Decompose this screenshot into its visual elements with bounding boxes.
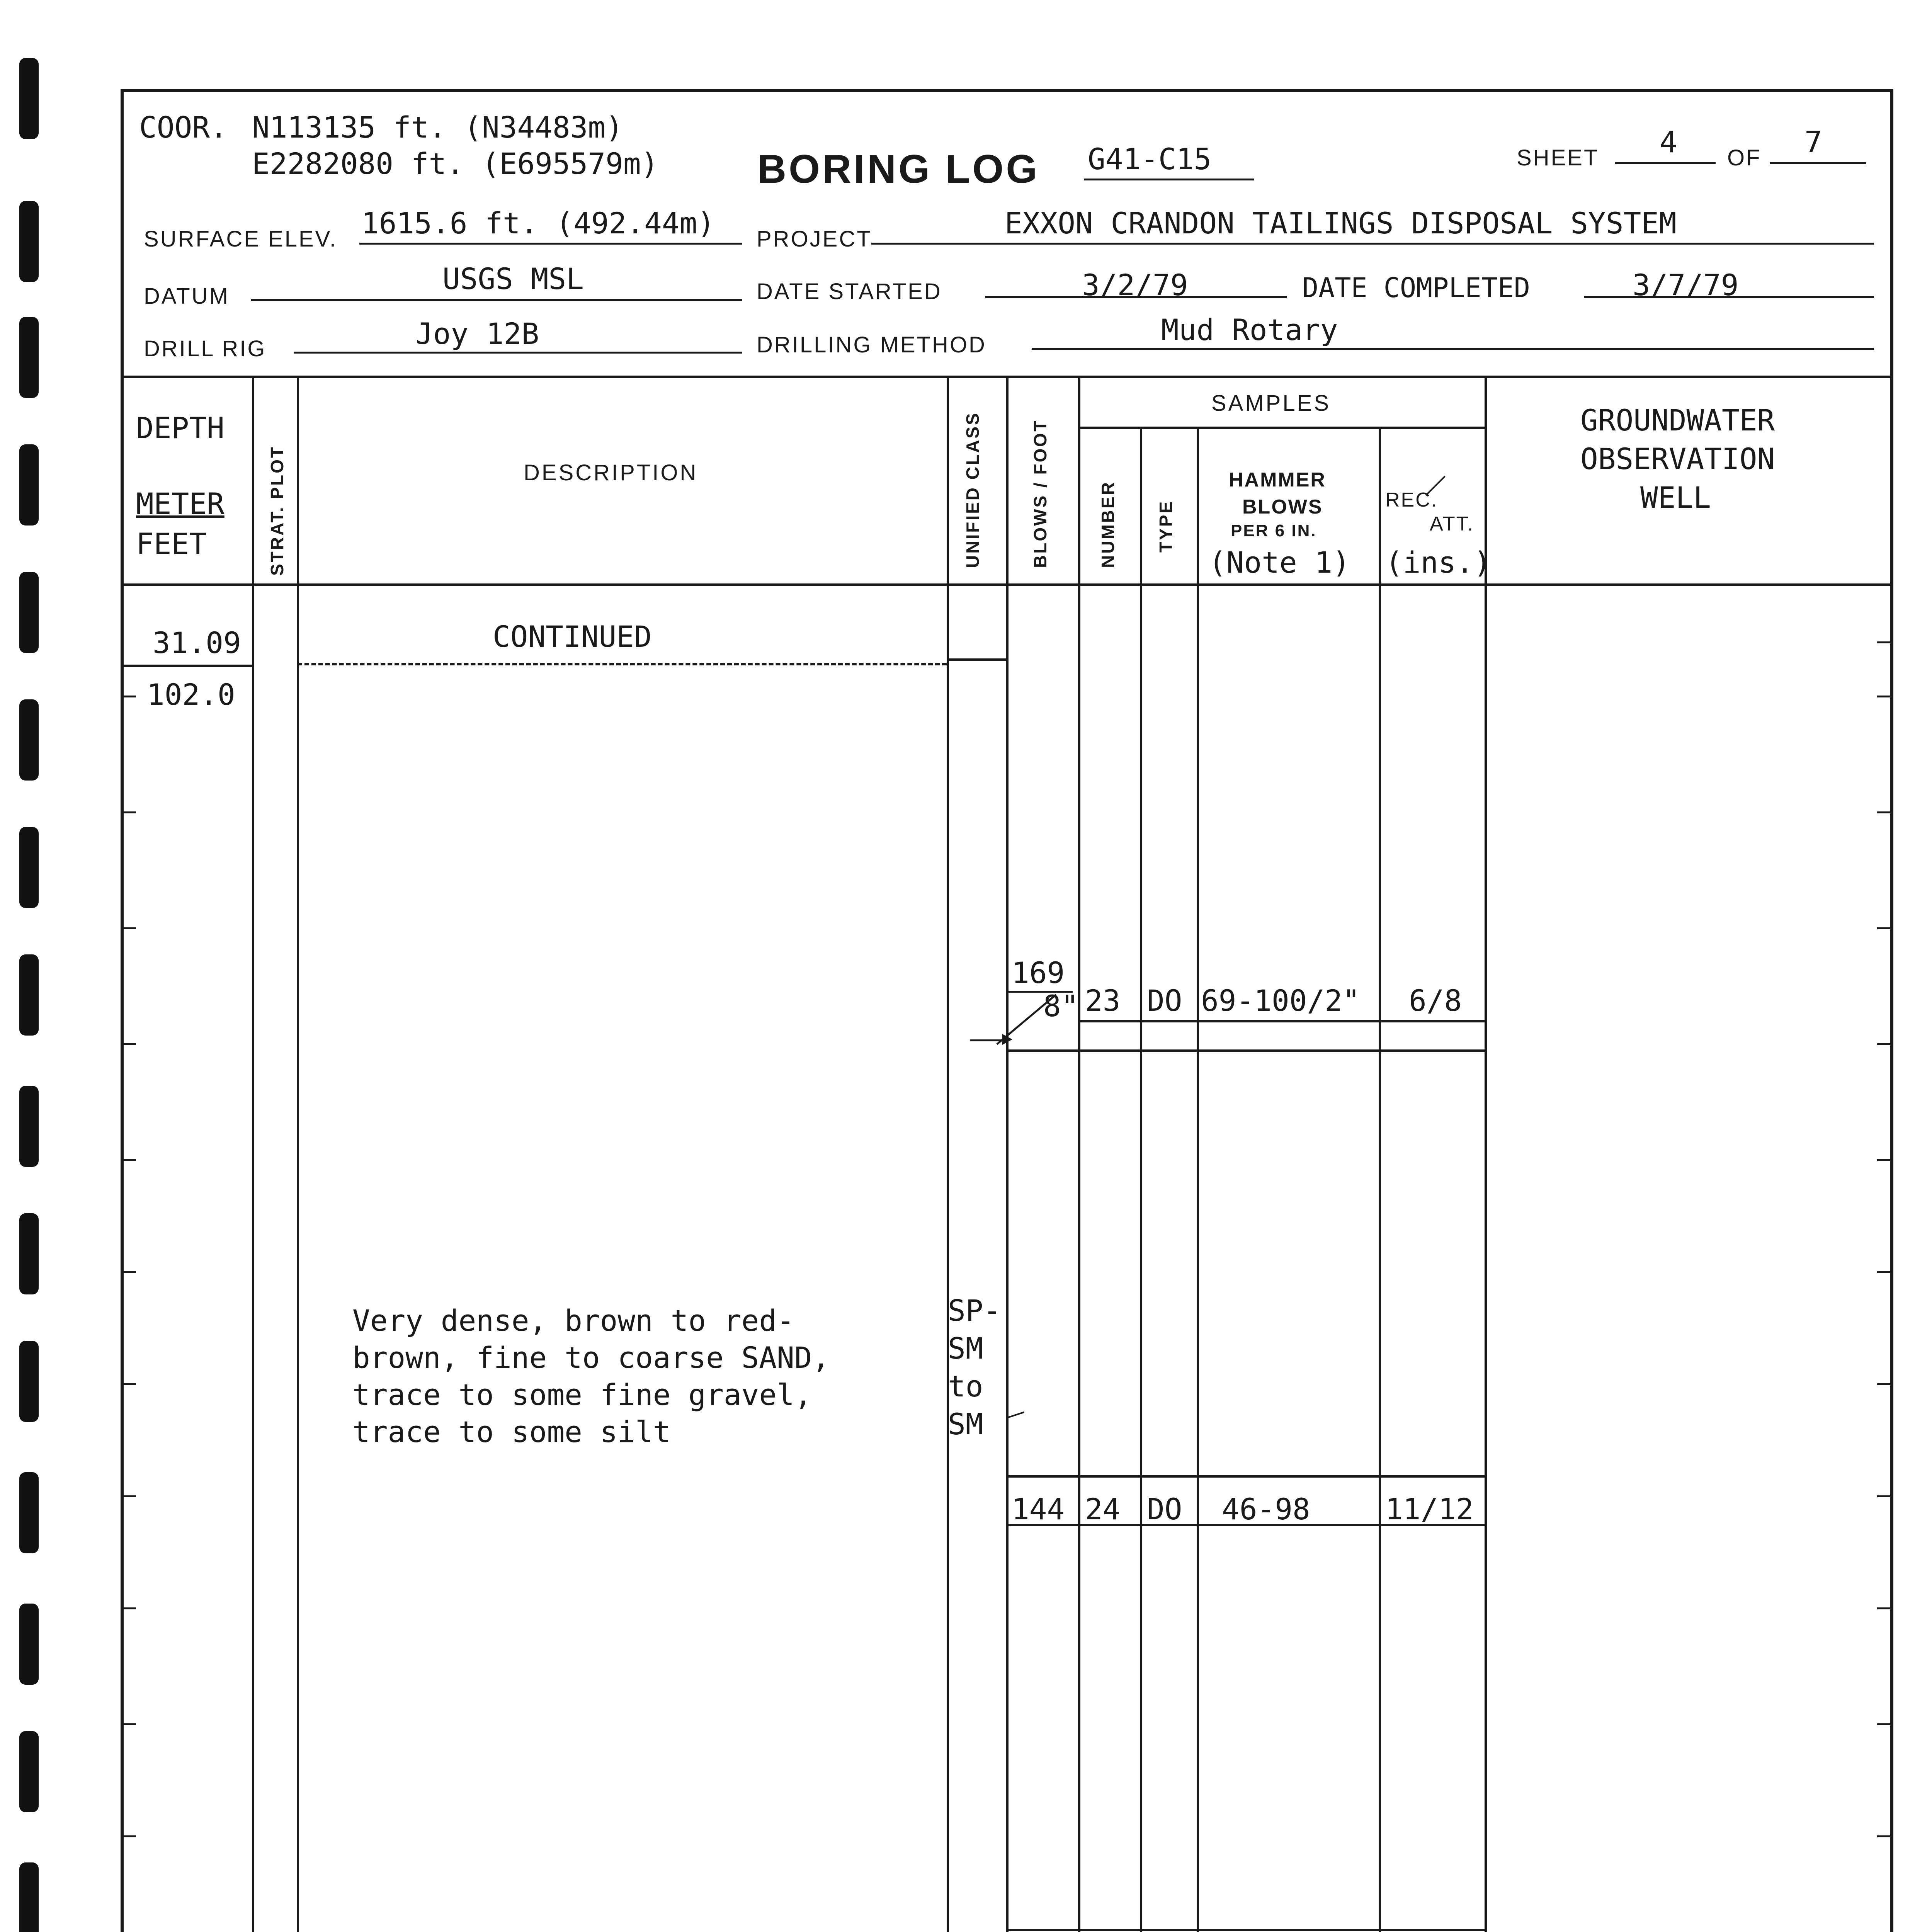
binding-hole (19, 572, 39, 653)
col-depth: DEPTH (136, 411, 224, 445)
depth-top-feet: 102.0 (147, 677, 235, 712)
col-type: TYPE (1156, 500, 1176, 553)
binding-hole (19, 699, 39, 781)
unified-class-line: to (948, 1369, 983, 1403)
binding-hole (19, 954, 39, 1036)
sample-type: DO (1147, 983, 1182, 1018)
coordinates-north: N113135 ft. (N34483m) (252, 110, 623, 145)
col-gw-l3: WELL (1640, 480, 1711, 515)
coordinates-east: E2282080 ft. (E695579m) (252, 146, 659, 181)
col-hammer-note: (Note 1) (1209, 545, 1350, 580)
binding-hole (19, 317, 39, 398)
binding-hole (19, 201, 39, 282)
col-meter: METER (136, 486, 224, 521)
date-completed-value: 3/7/79 (1633, 268, 1739, 302)
datum-label: DATUM (144, 284, 230, 309)
depth-top-meter: 31.09 (153, 626, 241, 660)
sample-rec: 11/12 (1385, 1492, 1474, 1526)
description-line: trace to some fine gravel, (352, 1378, 812, 1412)
unified-class-line: SM (948, 1331, 983, 1366)
boring-id: G41-C15 (1088, 142, 1212, 176)
col-rec-units: (ins.) (1385, 545, 1492, 580)
page-title: BORING LOG (757, 147, 1040, 192)
sample-blows: 144 (1012, 1492, 1065, 1526)
binding-hole (19, 1862, 39, 1932)
sample-rec: 6/8 (1409, 983, 1462, 1018)
binding-hole (19, 58, 39, 139)
sheet-of-label: OF (1727, 145, 1762, 170)
col-unified-class: UNIFIED CLASS (963, 412, 983, 568)
sample-type: DO (1147, 1492, 1182, 1526)
project-value: EXXON CRANDON TAILINGS DISPOSAL SYSTEM (1005, 206, 1677, 240)
binding-hole (19, 1731, 39, 1812)
col-feet: FEET (136, 527, 207, 561)
surface-elev-value: 1615.6 ft. (492.44m) (361, 206, 715, 240)
col-number: NUMBER (1098, 481, 1118, 568)
description-line: brown, fine to coarse SAND, (352, 1340, 830, 1375)
binding-hole (19, 1472, 39, 1553)
col-hammer-l2: BLOWS (1242, 496, 1323, 518)
sheet-number: 4 (1660, 125, 1677, 159)
col-gw-l1: GROUNDWATER (1580, 403, 1775, 437)
col-blows-per-foot: BLOWS / FOOT (1030, 419, 1050, 568)
col-gw-l2: OBSERVATION (1580, 442, 1775, 476)
col-hammer-l1: HAMMER (1229, 469, 1326, 491)
drilling-method-label: DRILLING METHOD (757, 332, 986, 357)
surface-elev-label: SURFACE ELEV. (144, 226, 338, 252)
drill-rig-label: DRILL RIG (144, 336, 267, 361)
col-strat-plot: STRAT. PLOT (267, 445, 287, 576)
continued-top: CONTINUED (493, 619, 652, 654)
sheet-total: 7 (1804, 125, 1822, 159)
binding-hole (19, 444, 39, 526)
date-completed-label: DATE COMPLETED (1302, 272, 1531, 304)
sample-hammer: 69-100/2" (1201, 983, 1360, 1018)
drill-rig-value: Joy 12B (415, 316, 539, 351)
binding-hole (19, 1604, 39, 1685)
unified-class-line: SP- (948, 1293, 1001, 1328)
sample-blows-sub: 8" (1043, 989, 1079, 1023)
drilling-method-value: Mud Rotary (1161, 313, 1338, 347)
col-rec-l1: REC. (1385, 489, 1438, 511)
binding-hole (19, 827, 39, 908)
sheet-label: SHEET (1517, 145, 1599, 170)
col-samples: SAMPLES (1211, 391, 1331, 416)
unified-class-line: SM (948, 1407, 983, 1441)
description-line: trace to some silt (352, 1415, 671, 1449)
col-description: DESCRIPTION (524, 460, 698, 485)
coordinates-label: COOR. (139, 110, 228, 145)
binding-hole (19, 1341, 39, 1422)
binding-hole (19, 1086, 39, 1167)
col-rec-l2: ATT. (1430, 513, 1475, 535)
binding-hole (19, 1213, 39, 1294)
datum-value: USGS MSL (442, 262, 584, 296)
date-started-label: DATE STARTED (757, 279, 942, 304)
project-label: PROJECT (757, 226, 872, 252)
col-hammer-l3: PER 6 IN. (1231, 521, 1317, 540)
sample-blows: 169 (1012, 956, 1065, 990)
sample-number: 23 (1085, 983, 1121, 1018)
date-started-value: 3/2/79 (1082, 268, 1188, 302)
sample-hammer: 46-98 (1222, 1492, 1310, 1526)
sample-number: 24 (1085, 1492, 1121, 1526)
description-line: Very dense, brown to red- (352, 1303, 794, 1338)
